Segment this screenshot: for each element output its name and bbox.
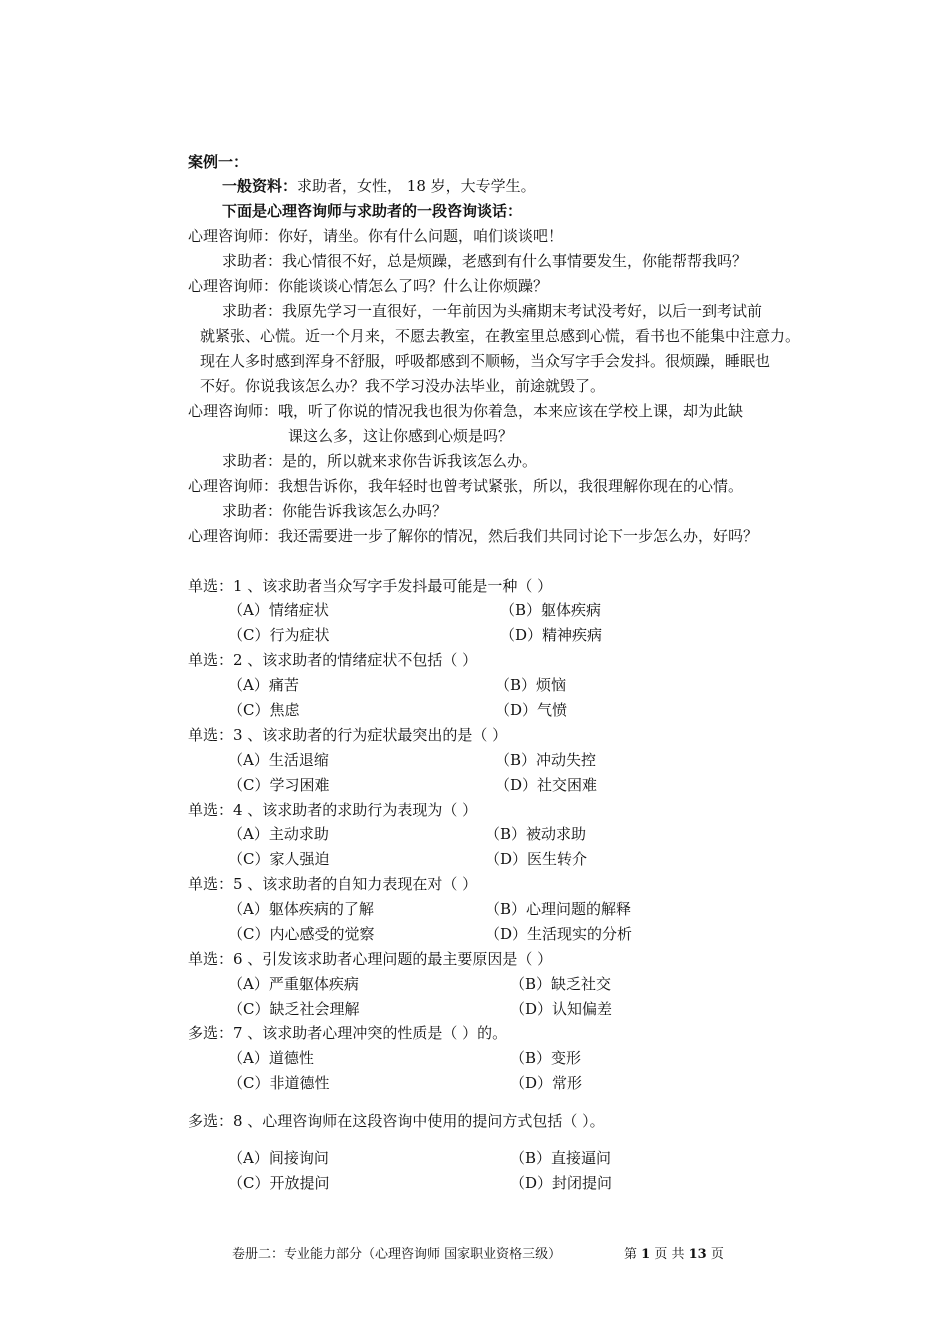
option-c: （C）内心感受的觉察	[228, 925, 375, 943]
option-b: （B）缺乏社交	[510, 975, 612, 993]
option-c: （C）行为症状	[228, 626, 330, 644]
question-stem: 多选：7 、该求助者心理冲突的性质是（ ）的。	[188, 1024, 508, 1042]
footer-title: 卷册二：专业能力部分（心理咨询师 国家职业资格三级）	[232, 1247, 562, 1262]
footer-page-number: 第 1 页 共 13 页	[624, 1247, 724, 1262]
question-stem: 多选：8 、心理咨询师在这段咨询中使用的提问方式包括（ ）。	[188, 1112, 605, 1130]
option-b: （B）直接逼问	[510, 1149, 612, 1167]
option-d: （D）精神疾病	[500, 626, 603, 644]
option-b: （B）变形	[510, 1049, 582, 1067]
question-stem: 单选：4 、该求助者的求助行为表现为（ ）	[188, 801, 478, 819]
dialogue-line: 不好。你说我该怎么办？我不学习没办法毕业，前途就毁了。	[200, 377, 606, 395]
dialogue-line: 心理咨询师：我想告诉你，我年轻时也曾考试紧张，所以，我很理解你现在的心情。	[188, 477, 744, 495]
general-info-label: 一般资料：	[222, 177, 298, 195]
question-stem: 单选：5 、该求助者的自知力表现在对（ ）	[188, 875, 478, 893]
option-a: （A）道德性	[228, 1049, 314, 1067]
option-d: （D）医生转介	[485, 850, 588, 868]
option-d: （D）封闭提问	[510, 1174, 613, 1192]
option-a: （A）主动求助	[228, 825, 329, 843]
option-a: （A）间接询问	[228, 1149, 329, 1167]
dialogue-line: 求助者：我原先学习一直很好，一年前因为头痛期末考试没考好，以后一到考试前	[222, 302, 763, 320]
option-b: （B）冲动失控	[495, 751, 597, 769]
question-stem: 单选：2 、该求助者的情绪症状不包括（ ）	[188, 651, 478, 669]
dialogue-line: 求助者：我心情很不好，总是烦躁，老感到有什么事情要发生，你能帮帮我吗？	[222, 252, 748, 270]
option-c: （C）学习困难	[228, 776, 330, 794]
option-c: （C）非道德性	[228, 1074, 330, 1092]
general-info-text: 求助者，女性， 18 岁，大专学生。	[297, 177, 536, 195]
option-c: （C）家人强迫	[228, 850, 330, 868]
dialogue-intro: 下面是心理咨询师与求助者的一段咨询谈话：	[222, 202, 523, 220]
dialogue-line: 心理咨询师：你好，请坐。你有什么问题，咱们谈谈吧！	[188, 227, 564, 245]
dialogue-line: 课这么多，这让你感到心烦是吗？	[288, 427, 514, 445]
dialogue-line: 心理咨询师：你能谈谈心情怎么了吗？什么让你烦躁？	[188, 277, 549, 295]
option-a: （A）躯体疾病的了解	[228, 900, 374, 918]
option-d: （D）社交困难	[495, 776, 598, 794]
option-b: （B）躯体疾病	[500, 601, 602, 619]
option-d: （D）气愤	[495, 701, 568, 719]
dialogue-line: 现在人多时感到浑身不舒服，呼吸都感到不顺畅，当众写字手会发抖。很烦躁，睡眠也	[200, 352, 771, 370]
question-stem: 单选：1 、该求助者当众写字手发抖最可能是一种（ ）	[188, 577, 553, 595]
option-d: （D）常形	[510, 1074, 583, 1092]
question-stem: 单选：6 、引发该求助者心理问题的最主要原因是（ ）	[188, 950, 553, 968]
dialogue-line: 就紧张、心慌。近一个月来，不愿去教室，在教室里总感到心慌，看书也不能集中注意力。	[200, 327, 801, 345]
option-b: （B）被动求助	[485, 825, 587, 843]
dialogue-line: 心理咨询师：我还需要进一步了解你的情况，然后我们共同讨论下一步怎么办，好吗？	[188, 527, 759, 545]
dialogue-line: 求助者：是的，所以就来求你告诉我该怎么办。	[222, 452, 538, 470]
option-a: （A）生活退缩	[228, 751, 329, 769]
option-b: （B）心理问题的解释	[485, 900, 632, 918]
option-c: （C）开放提问	[228, 1174, 330, 1192]
general-info	[222, 176, 536, 196]
option-a: （A）严重躯体疾病	[228, 975, 359, 993]
option-d: （D）生活现实的分析	[485, 925, 633, 943]
option-a: （A）情绪症状	[228, 601, 329, 619]
option-c: （C）缺乏社会理解	[228, 1000, 360, 1018]
case-title: 案例一：	[188, 153, 249, 171]
question-stem: 单选：3 、该求助者的行为症状最突出的是（ ）	[188, 726, 508, 744]
option-d: （D）认知偏差	[510, 1000, 613, 1018]
option-c: （C）焦虑	[228, 701, 300, 719]
option-b: （B）烦恼	[495, 676, 567, 694]
dialogue-line: 求助者：你能告诉我该怎么办吗？	[222, 502, 448, 520]
dialogue-line: 心理咨询师：哦，听了你说的情况我也很为你着急，本来应该在学校上课，却为此缺	[188, 402, 744, 420]
option-a: （A）痛苦	[228, 676, 299, 694]
